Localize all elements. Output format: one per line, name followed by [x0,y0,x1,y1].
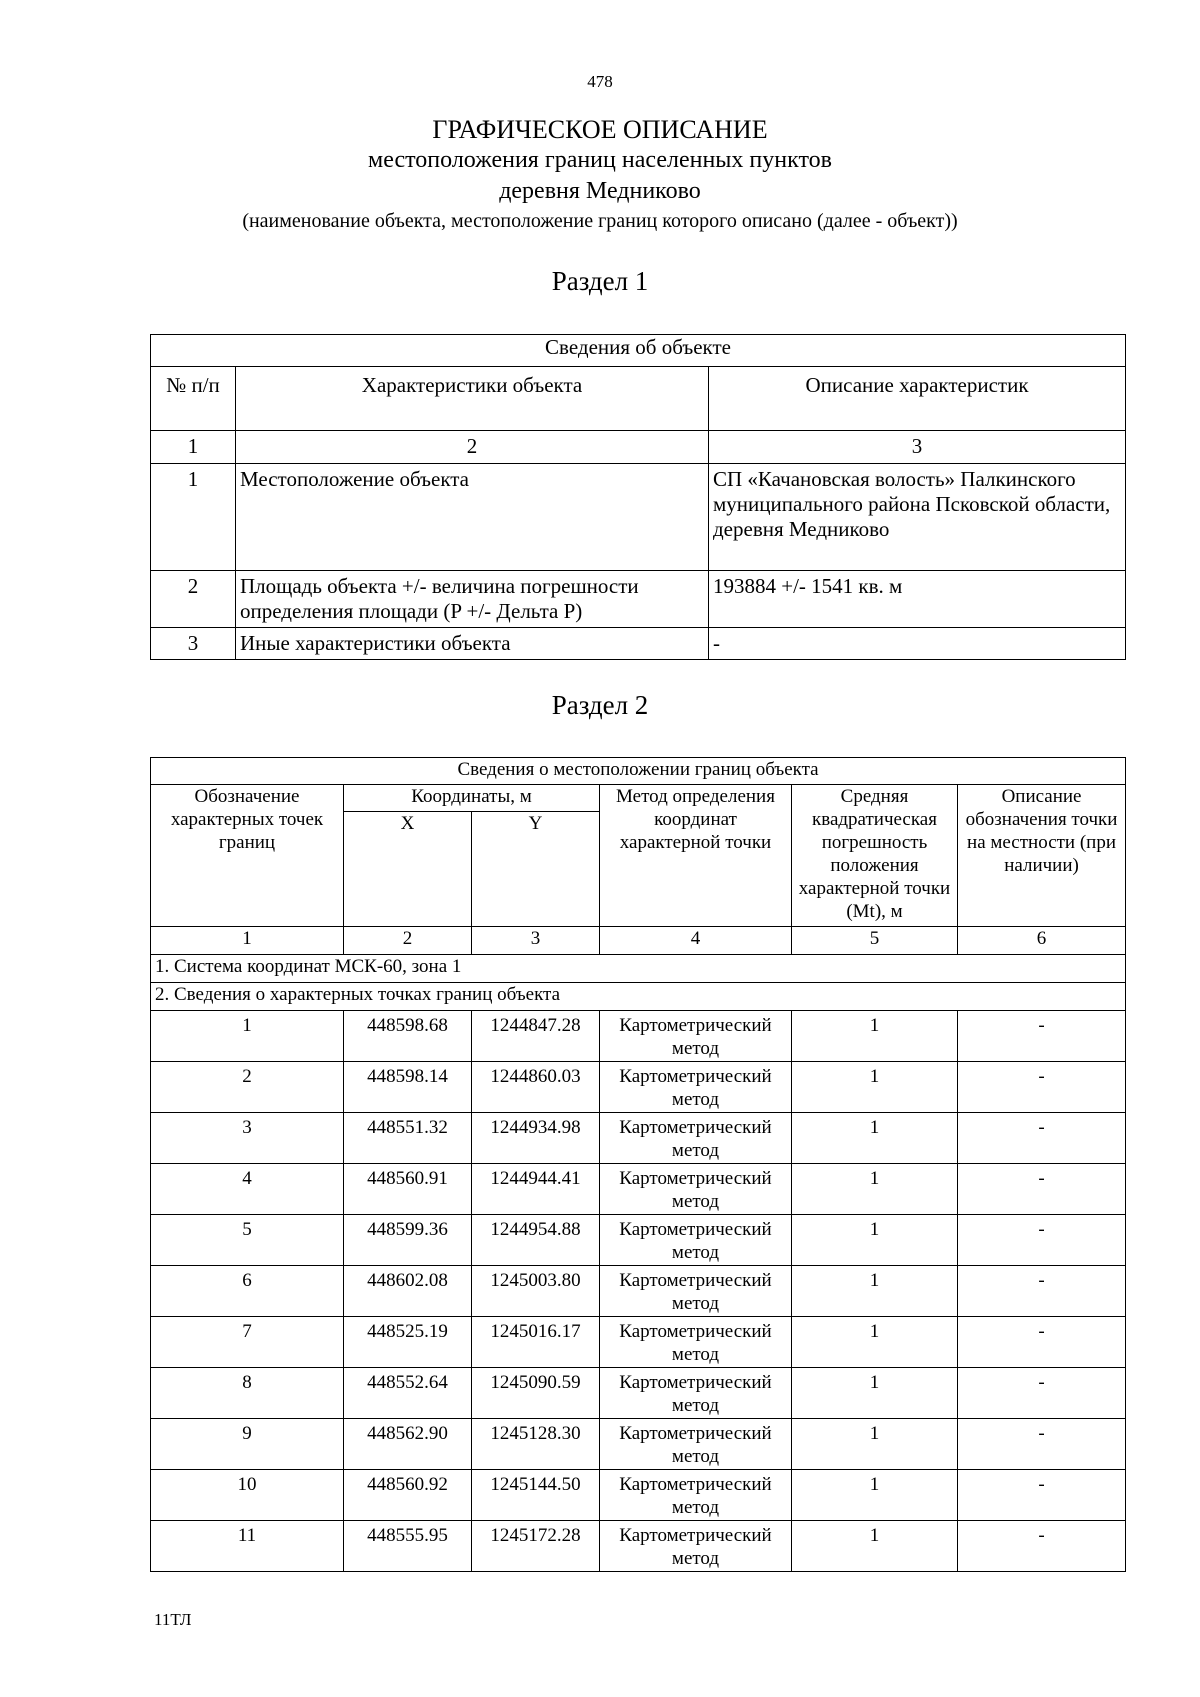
point-number: 7 [151,1317,344,1368]
coord-x: 448598.14 [344,1062,472,1113]
point-method: Картометрический метод [600,1062,792,1113]
coord-x: 448552.64 [344,1368,472,1419]
document-subtitle: местоположения границ населенных пунктов [368,147,832,173]
table-row [151,1164,1126,1215]
page-number: 478 [587,72,613,91]
point-method: Картометрический метод [600,1368,792,1419]
point-note: - [958,1011,1126,1062]
table-row [151,464,1126,571]
row-characteristic: Местоположение объекта [236,464,709,571]
document-title: ГРАФИЧЕСКОЕ ОПИСАНИЕ [432,115,768,144]
point-note: - [958,1368,1126,1419]
point-error: 1 [792,1317,958,1368]
table-caption: Сведения о местоположении границ объекта [151,758,1126,785]
point-method: Картометрический метод [600,1317,792,1368]
point-note: - [958,1215,1126,1266]
header-y: Y [472,812,600,927]
table-row [151,1011,1126,1062]
row-characteristic: Иные характеристики объекта [236,628,709,660]
row-characteristic: Площадь объекта +/- величина погрешности определения площади (P +/- Дельта P) [236,571,709,628]
coord-y: 1244860.03 [472,1062,600,1113]
point-error: 1 [792,1011,958,1062]
object-name: деревня Медниково [499,178,701,204]
row-description: 193884 +/- 1541 кв. м [709,571,1126,628]
table-row [151,1521,1126,1572]
point-note: - [958,1470,1126,1521]
table-row [151,571,1126,628]
point-number: 6 [151,1266,344,1317]
coord-y: 1245003.80 [472,1266,600,1317]
coord-x: 448598.68 [344,1011,472,1062]
header-characteristic: Характеристики объекта [236,367,709,431]
point-error: 1 [792,1113,958,1164]
coord-x: 448551.32 [344,1113,472,1164]
coord-x: 448560.92 [344,1470,472,1521]
object-info-table [150,334,1126,660]
coord-y: 1244847.28 [472,1011,600,1062]
column-number: 5 [792,927,958,955]
point-method: Картометрический метод [600,1266,792,1317]
point-error: 1 [792,1419,958,1470]
point-number: 3 [151,1113,344,1164]
column-number: 3 [472,927,600,955]
point-error: 1 [792,1470,958,1521]
coord-y: 1245016.17 [472,1317,600,1368]
point-note: - [958,1164,1126,1215]
row-description: СП «Качановская волость» Палкинского муниципального района Псковской области, деревня Медниково [709,464,1126,571]
table-row [151,1062,1126,1113]
header-description: Описание характеристик [709,367,1126,431]
table-row [151,1470,1126,1521]
column-number: 6 [958,927,1126,955]
coord-y: 1244944.41 [472,1164,600,1215]
point-note: - [958,1419,1126,1470]
header-note: Описание обозначения точки на местности (при наличии) [958,785,1126,927]
table-row [151,1113,1126,1164]
coord-y: 1245144.50 [472,1470,600,1521]
coord-x: 448602.08 [344,1266,472,1317]
point-number: 10 [151,1470,344,1521]
coord-y: 1245172.28 [472,1521,600,1572]
row-number: 2 [151,571,236,628]
coord-y: 1244934.98 [472,1113,600,1164]
point-error: 1 [792,1164,958,1215]
table-row [151,1317,1126,1368]
point-note: - [958,1317,1126,1368]
point-number: 5 [151,1215,344,1266]
coord-x: 448560.91 [344,1164,472,1215]
point-method: Картометрический метод [600,1419,792,1470]
section2-title: Раздел 2 [551,690,649,720]
row-number: 3 [151,628,236,660]
header-x: X [344,812,472,927]
section1-title: Раздел 1 [551,266,649,296]
coord-y: 1245090.59 [472,1368,600,1419]
table-caption: Сведения об объекте [151,335,1126,367]
points-body [151,1011,1126,1572]
coord-y: 1245128.30 [472,1419,600,1470]
point-number: 2 [151,1062,344,1113]
point-error: 1 [792,1062,958,1113]
point-number: 4 [151,1164,344,1215]
header-error: Средняя квадратическая погрешность положения характерной точки (Mt), м [792,785,958,927]
object-name-caption: (наименование объекта, местоположение границ которого описано (далее - объект)) [242,210,958,232]
column-number: 4 [600,927,792,955]
coord-x: 448599.36 [344,1215,472,1266]
footer-code: 11ТЛ [154,1610,192,1629]
point-number: 8 [151,1368,344,1419]
header-coords: Координаты, м [344,785,600,812]
coord-system: 1. Система координат МСК-60, зона 1 [151,955,1126,983]
point-number: 11 [151,1521,344,1572]
coord-x: 448562.90 [344,1419,472,1470]
row-description: - [709,628,1126,660]
coord-x: 448525.19 [344,1317,472,1368]
boundary-points-table [150,757,1126,1572]
column-number: 1 [151,431,236,464]
point-method: Картометрический метод [600,1164,792,1215]
coord-y: 1244954.88 [472,1215,600,1266]
title-block [0,114,1200,235]
point-method: Картометрический метод [600,1521,792,1572]
table-row [151,1419,1126,1470]
column-number: 3 [709,431,1126,464]
table-row [151,628,1126,660]
header-method: Метод определения координат характерной точки [600,785,792,927]
point-method: Картометрический метод [600,1470,792,1521]
point-number: 9 [151,1419,344,1470]
points-caption: 2. Сведения о характерных точках границ объекта [151,983,1126,1011]
point-number: 1 [151,1011,344,1062]
point-note: - [958,1521,1126,1572]
column-number: 2 [344,927,472,955]
table-row [151,1215,1126,1266]
point-error: 1 [792,1521,958,1572]
point-note: - [958,1062,1126,1113]
column-number: 2 [236,431,709,464]
column-number: 1 [151,927,344,955]
table-row [151,1266,1126,1317]
point-method: Картометрический метод [600,1011,792,1062]
point-error: 1 [792,1368,958,1419]
point-note: - [958,1266,1126,1317]
point-note: - [958,1113,1126,1164]
coord-x: 448555.95 [344,1521,472,1572]
header-num: № п/п [151,367,236,431]
point-error: 1 [792,1215,958,1266]
header-point: Обозначение характерных точек границ [151,785,344,927]
point-method: Картометрический метод [600,1113,792,1164]
point-method: Картометрический метод [600,1215,792,1266]
row-number: 1 [151,464,236,571]
table-row [151,1368,1126,1419]
point-error: 1 [792,1266,958,1317]
